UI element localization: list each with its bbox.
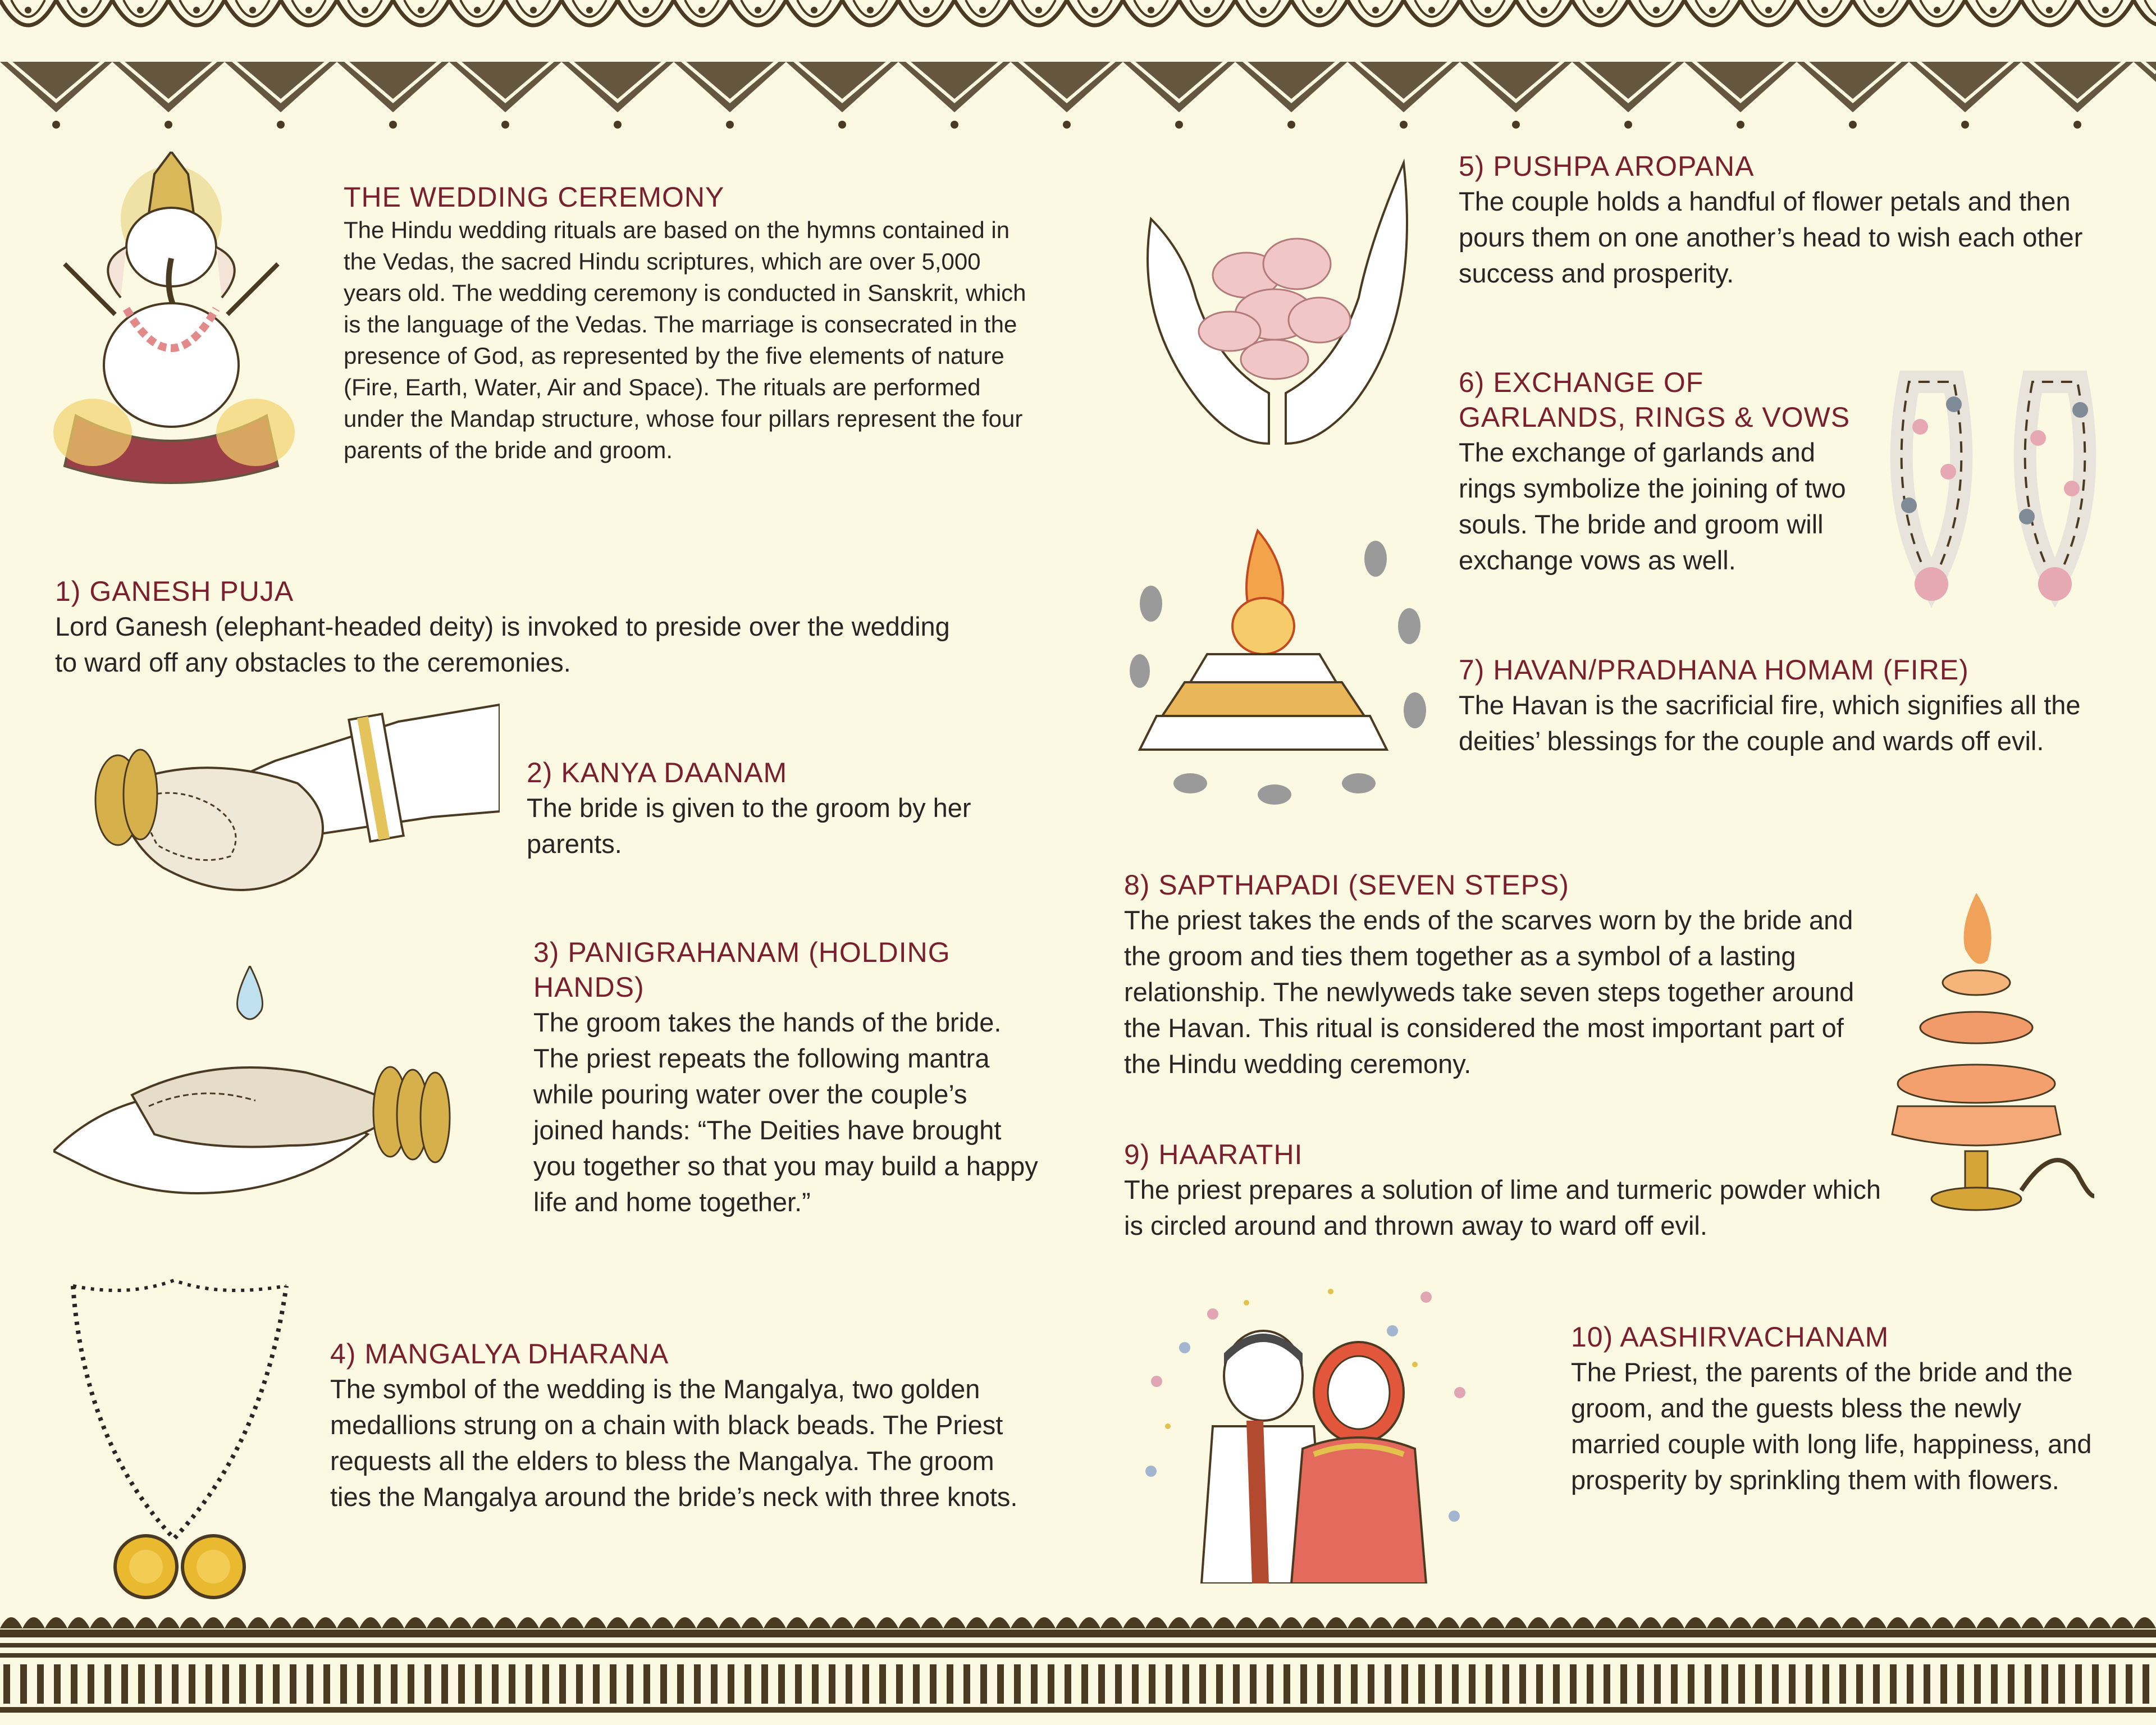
step-title: 7) HAVAN/PRADHANA HOMAM (FIRE) xyxy=(1459,654,1969,686)
step-title: 4) MANGALYA DHARANA xyxy=(330,1338,669,1370)
step-pushpa-aropana xyxy=(1459,149,2132,291)
step-sapthapadi xyxy=(1124,868,1865,1082)
step-exchange-of-garlands xyxy=(1459,365,1874,578)
step-aashirvachanam xyxy=(1571,1320,2099,1498)
step-mangalya-dharana xyxy=(330,1336,1038,1515)
intro-title: THE WEDDING CEREMONY xyxy=(344,181,725,213)
step-havan xyxy=(1459,652,2121,759)
decorative-bottom-border xyxy=(0,1606,2156,1725)
step-text: The priest takes the ends of the scarves worn by the bride and the groom and ties them together as a symbol of a lasting relationship. The newlyweds take seven steps together around the Havan. This ritual is considered the most important part of the Hindu wedding ceremony. xyxy=(1124,905,1854,1079)
step-text: Lord Ganesh (elephant-headed deity) is invoked to preside over the wedding to ward off any obstacles to the ceremonies. xyxy=(55,611,950,677)
step-title: 3) PANIGRAHANAM (HOLDING HANDS) xyxy=(533,937,951,1003)
step-title: 1) GANESH PUJA xyxy=(55,576,294,607)
step-panigrahanam xyxy=(533,935,1039,1220)
intro-text: The Hindu wedding rituals are based on the hymns contained in the Vedas, the sacred Hindu scriptures, which are over 5,000 years old. The wedding ceremony is conducted in Sanskrit, which is the language of the Vedas. The marriage is consecrated in the presence of God, as represented by the five elements of nature (Fire, Earth, Water, Air and Space). The rituals are performed under the Mandap structure, whose four pillars represent the four parents of the bride and groom. xyxy=(344,217,1026,463)
decorative-top-border xyxy=(0,0,2156,129)
joined-hands-illustration xyxy=(84,699,500,946)
step-text: The Priest, the parents of the bride and the groom, and the guests bless the newly married couple with long life, happiness, and prosperity by sprinkling them with flowers. xyxy=(1571,1357,2092,1495)
step-title: 5) PUSHPA AROPANA xyxy=(1459,150,1755,182)
ganesh-illustration xyxy=(42,152,306,500)
step-text: The bride is given to the groom by her parents. xyxy=(527,793,971,859)
step-title: 2) KANYA DAANAM xyxy=(527,757,788,788)
water-drop-hands-illustration xyxy=(53,966,469,1219)
step-text: The exchange of garlands and rings symbolize the joining of two souls. The bride and groom will exchange vows as well. xyxy=(1459,437,1846,575)
bride-groom-illustration xyxy=(1134,1280,1477,1583)
intro-section xyxy=(344,180,1034,466)
step-text: The priest prepares a solution of lime and turmeric powder which is circled around and thrown away to ward off evil. xyxy=(1124,1175,1881,1240)
havan-fire-illustration xyxy=(1123,514,1437,817)
step-kanya-daanam xyxy=(527,755,1032,862)
step-haarathi xyxy=(1124,1137,1899,1244)
step-ganesh-puja xyxy=(55,574,976,681)
step-title: 10) AASHIRVACHANAM xyxy=(1571,1321,1889,1353)
step-title: 9) HAARATHI xyxy=(1124,1139,1303,1170)
step-text: The groom takes the hands of the bride. The priest repeats the following mantra while pouring water over the couple’s joined hands: “The Deities have brought you together so that you may build a happy life and home together.” xyxy=(533,1007,1038,1217)
step-text: The couple holds a handful of flower petals and then pours them on one another’s head to wish each other success and prosperity. xyxy=(1459,186,2083,288)
step-text: The symbol of the wedding is the Mangalya, two golden medallions strung on a chain with black beads. The Priest requests all the elders to bless the Mangalya. The groom ties the Mangalya around the bride’s neck with three knots. xyxy=(330,1374,1018,1512)
aarti-lamp-illustration xyxy=(1886,893,2145,1219)
mangalya-necklace-illustration xyxy=(62,1275,298,1606)
garlands-illustration xyxy=(1886,359,2122,618)
flower-petals-hands-illustration xyxy=(1134,152,1420,455)
step-text: The Havan is the sacrificial fire, which signifies all the deities’ blessings for the couple and wards off evil. xyxy=(1459,690,2081,756)
step-title: 8) SAPTHAPADI (SEVEN STEPS) xyxy=(1124,869,1569,901)
step-title: 6) EXCHANGE OF GARLANDS, RINGS & VOWS xyxy=(1459,367,1851,433)
